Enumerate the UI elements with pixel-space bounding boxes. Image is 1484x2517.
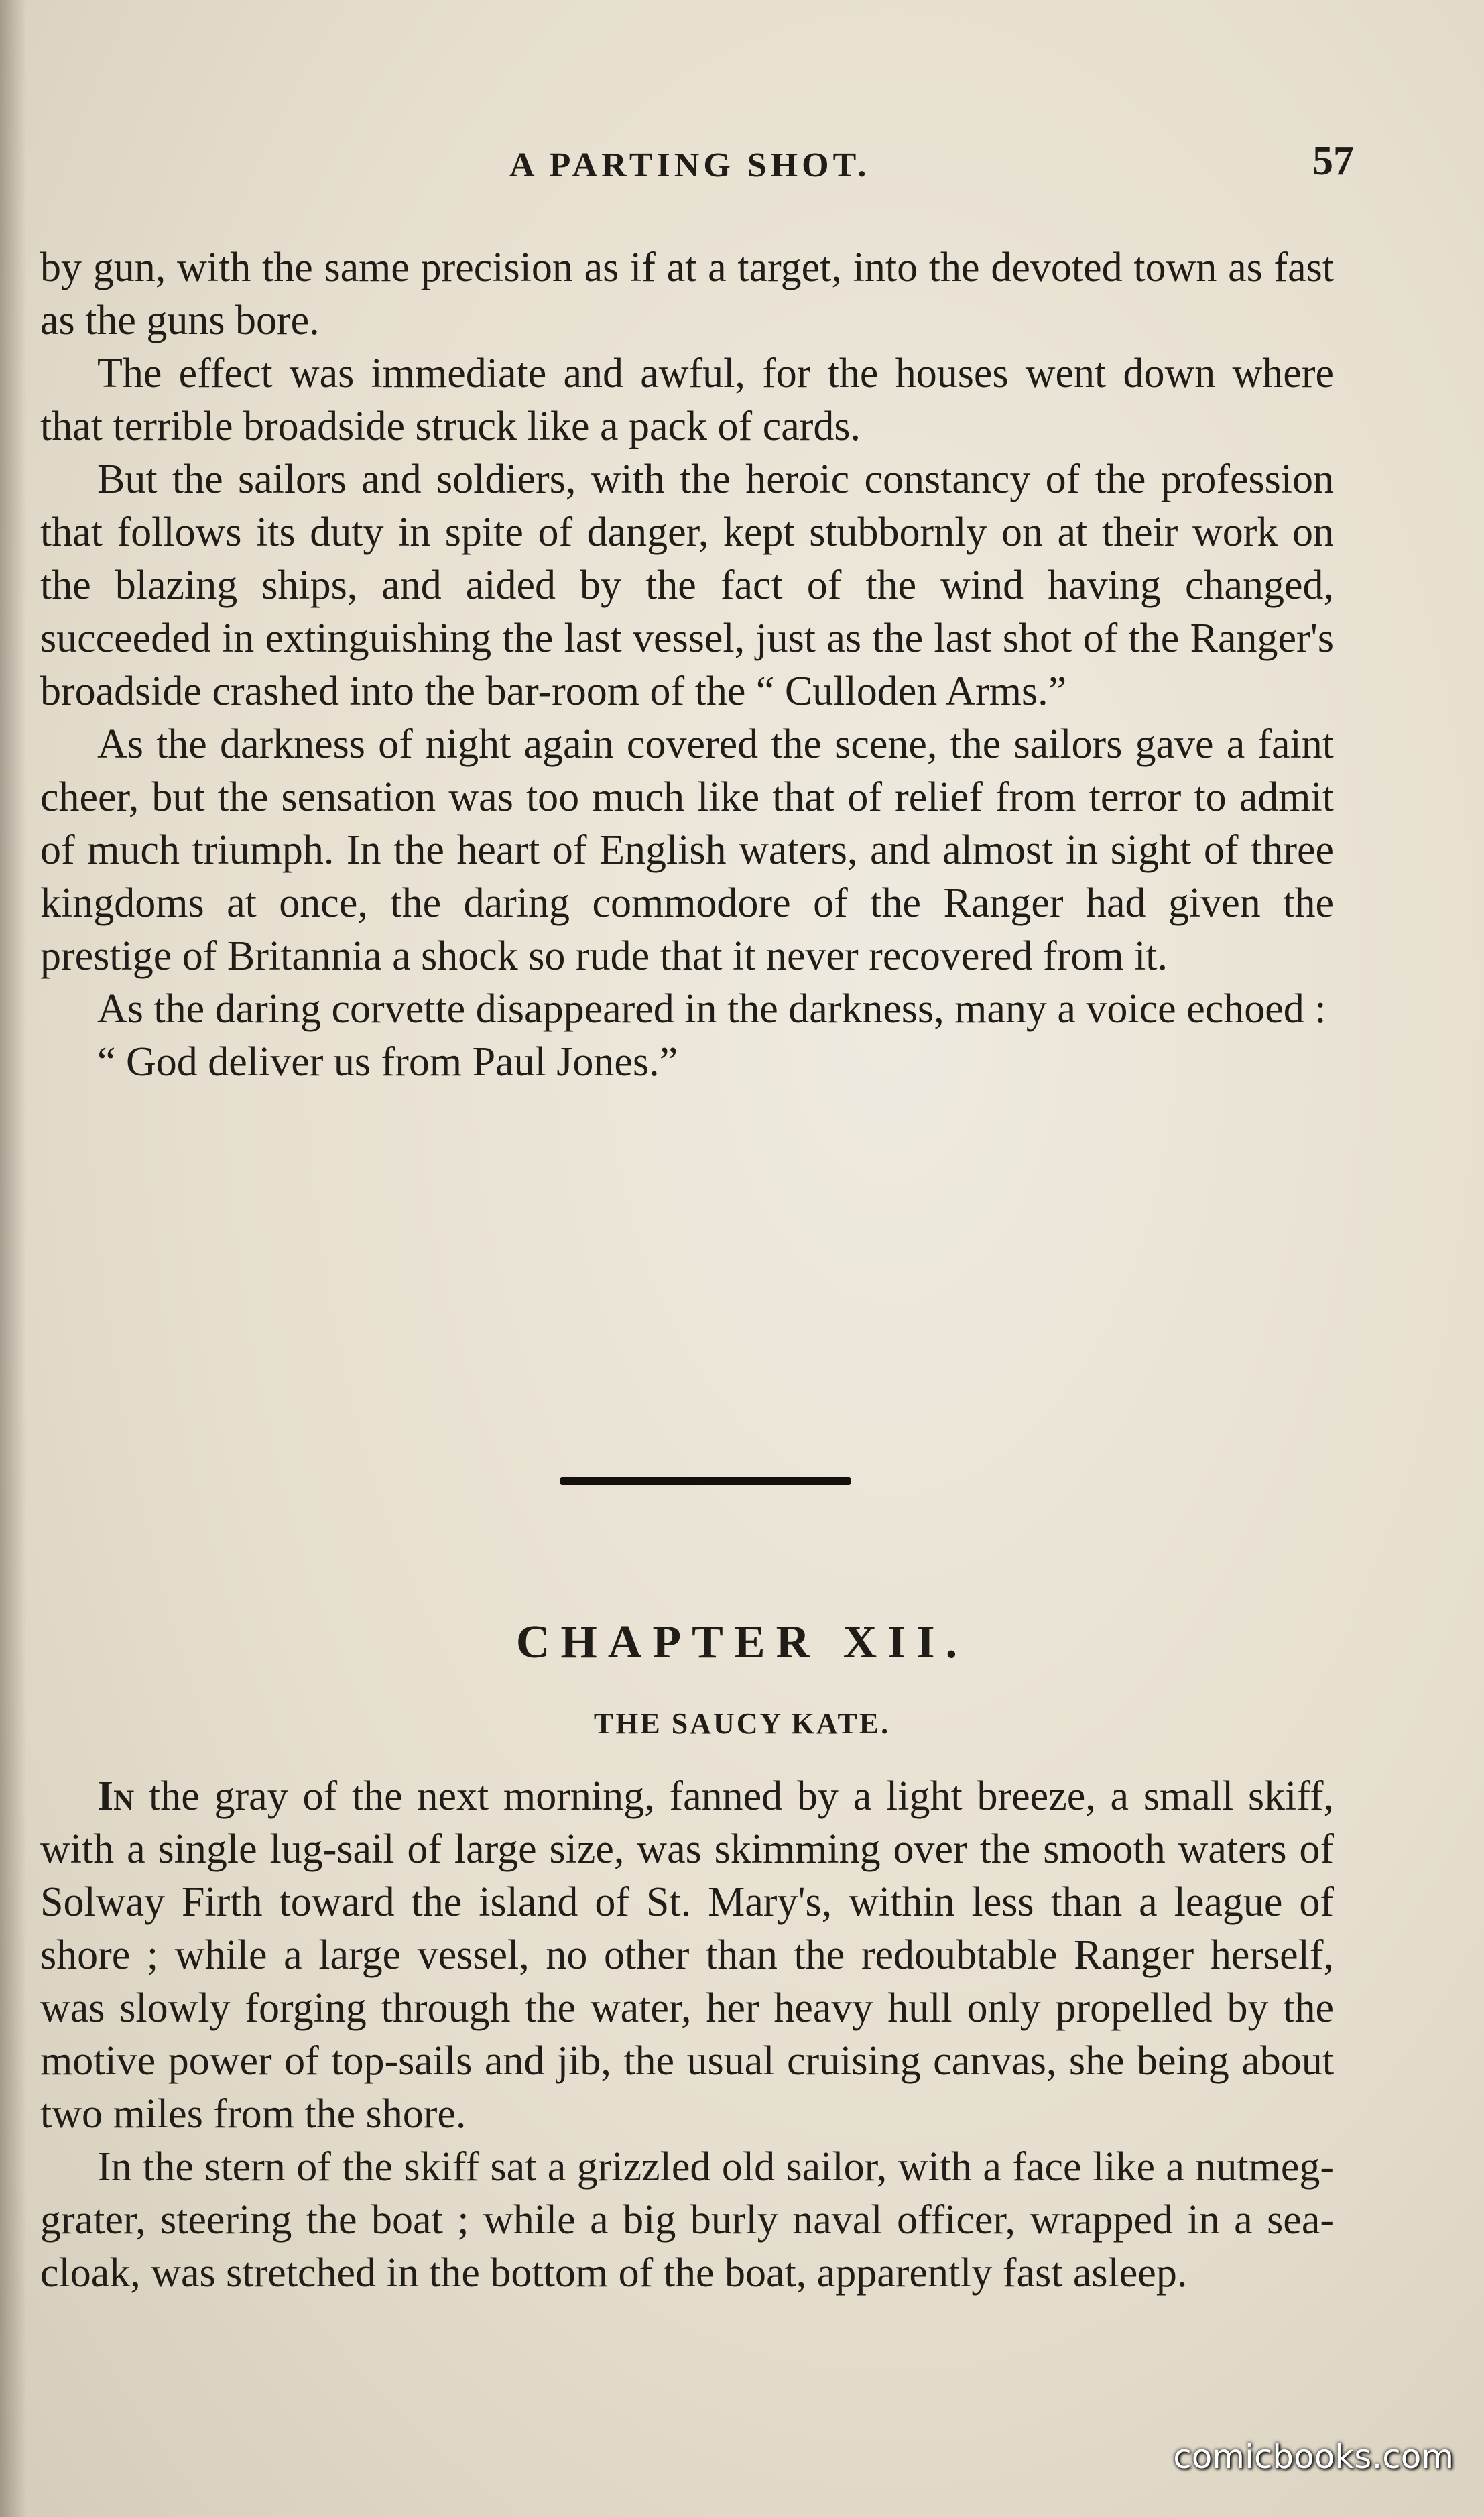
body-text-bottom [40, 1770, 1334, 2300]
paragraph-text: the gray of the next morning, fanned by a light breeze, a small skiff, with a single lug-sail of large size, was skimming over the smooth waters of Solway Firth toward the island of St. Mary's, within less than a league of shore ; while a large vessel, no other than the redoubtable Ranger herself, was slowly forging through the water, her heavy hull only propelled by the motive power of top-sails and jib, the usual cruising canvas, she being about two miles from the shore. [40, 1773, 1334, 2137]
paragraph: As the daring corvette disappeared in the darkness, many a voice echoed : [97, 986, 1326, 1032]
paragraph: But the sailors and soldiers, with the heroic constancy of the profession that follows its duty in spite of danger, kept stubbornly on at their work on the blazing ships, and aided by the fact of the wind having changed, succeeded in extinguishing the last vessel, just as the last shot of the Ranger's broadside crashed into the bar-room of the “ Culloden Arms.” [40, 457, 1334, 714]
paragraph: In the stern of the skiff sat a grizzled old sailor, with a face like a nutmeg-grater, steering the boat ; while a big burly naval officer, wrapped in a sea-cloak, was stretched in the bottom of the boat, apparently fast asleep. [40, 2144, 1334, 2296]
paragraph [40, 1770, 1334, 2141]
chapter-subtitle: THE SAUCY KATE. [593, 1707, 891, 1740]
page-number: 57 [1312, 138, 1354, 184]
site-watermark: comicbooks.com [1173, 2437, 1454, 2476]
drop-lead-word: In [97, 1773, 135, 1819]
paragraph: As the darkness of night again covered the scene, the sailors gave a faint cheer, but the sensation was too much like that of relief from terror to admit of much triumph. In the heart of English waters, and almost in sight of three kingdoms at once, the daring commodore of the Ranger had given the prestige of Britannia a shock so rude that it never recovered from it. [40, 721, 1334, 979]
page-header [40, 137, 1394, 191]
running-head: A PARTING SHOT. [509, 146, 871, 184]
page-gutter-shadow [0, 0, 27, 2517]
body-text-top [40, 241, 1334, 1089]
section-divider [560, 1477, 851, 1485]
paragraph: by gun, with the same precision as if at a target, into the devoted town as fast as the guns bore. [40, 245, 1334, 343]
chapter-title: CHAPTER XII. [515, 1617, 969, 1668]
paragraph: The effect was immediate and awful, for the houses went down where that terrible broadside struck like a pack of cards. [40, 351, 1334, 449]
paragraph: “ God deliver us from Paul Jones.” [97, 1039, 678, 1085]
